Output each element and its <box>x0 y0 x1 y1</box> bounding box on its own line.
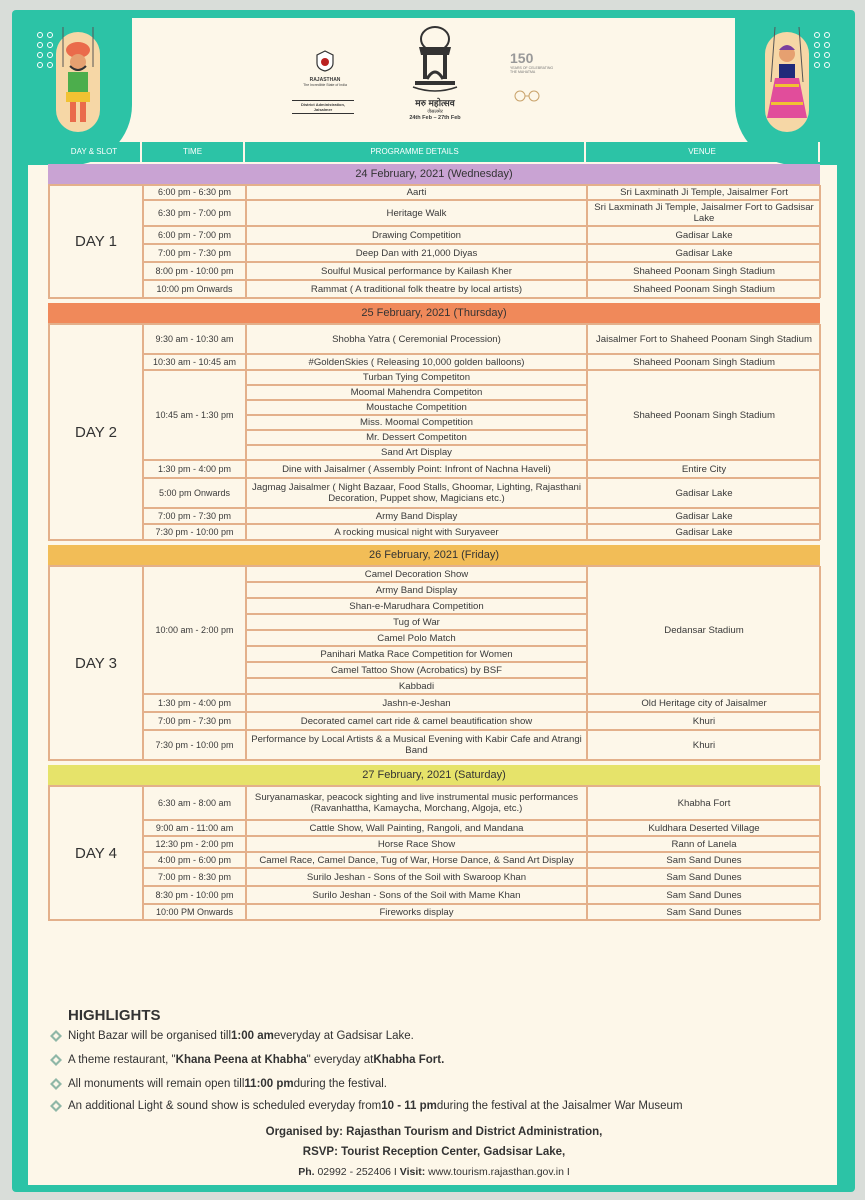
time-cell: 8:30 pm - 10:00 pm <box>143 886 246 904</box>
venue-cell: Shaheed Poonam Singh Stadium <box>587 262 821 280</box>
programme-cell: Army Band Display <box>246 582 587 598</box>
programme-cell: Camel Tattoo Show (Acrobatics) by BSF <box>246 662 587 678</box>
time-cell: 7:00 pm - 8:30 pm <box>143 868 246 886</box>
highlight-item <box>50 1054 444 1066</box>
visit-value: www.tourism.rajasthan.gov.in I <box>425 1166 570 1178</box>
venue-cell: Khuri <box>587 730 821 760</box>
festival-dates: 24th Feb – 27th Feb <box>409 115 461 121</box>
fort-emblem-icon <box>405 25 465 95</box>
programme-cell: #GoldenSkies ( Releasing 10,000 golden balloons) <box>246 354 587 370</box>
programme-cell: Drawing Competition <box>246 226 587 244</box>
programme-cell: Army Band Display <box>246 508 587 524</box>
programme-cell: Camel Decoration Show <box>246 566 587 582</box>
time-cell: 7:00 pm - 7:30 pm <box>143 508 246 524</box>
venue-cell: Gadisar Lake <box>587 524 821 540</box>
phone-label: Ph. <box>298 1166 315 1178</box>
day-label: DAY 3 <box>49 566 143 760</box>
programme-cell: Tug of War <box>246 614 587 630</box>
days-container <box>48 164 820 921</box>
gandhi-150-logo <box>510 50 565 113</box>
day-grid <box>48 565 820 761</box>
date-bar: 24 February, 2021 (Wednesday) <box>48 164 820 184</box>
female-puppet-icon <box>757 22 817 132</box>
diamond-bullet-icon <box>50 1078 62 1090</box>
col-header-programme: PROGRAMME DETAILS <box>245 142 586 162</box>
day-section <box>48 765 820 921</box>
time-cell: 10:00 am - 2:00 pm <box>143 566 246 694</box>
col-header-venue: VENUE <box>586 142 820 162</box>
day-label: DAY 2 <box>49 324 143 540</box>
day-section <box>48 164 820 299</box>
day-label: DAY 4 <box>49 786 143 920</box>
programme-cell: Kabbadi <box>246 678 587 694</box>
diamond-bullet-icon <box>50 1030 62 1042</box>
time-cell: 6:30 am - 8:00 am <box>143 786 246 820</box>
rajasthan-emblem-icon <box>315 50 335 72</box>
time-cell: 1:30 pm - 4:00 pm <box>143 694 246 712</box>
time-cell: 4:00 pm - 6:00 pm <box>143 852 246 868</box>
footer-rsvp: RSVP: Tourist Reception Center, Gadsisar Lake, <box>302 1146 566 1158</box>
programme-cell: Panihari Matka Race Competition for Women <box>246 646 587 662</box>
programme-cell: Jagmag Jaisalmer ( Night Bazaar, Food Stalls, Ghoomar, Lighting, Rajasthani Decoration, Puppet show, Magicians etc.) <box>246 478 587 508</box>
programme-cell: Moomal Mahendra Competiton <box>246 385 587 400</box>
district-admin-label: District Administration, Jaisalmer <box>292 100 354 114</box>
badge-150: 150 <box>510 50 534 66</box>
venue-cell: Kuldhara Deserted Village <box>587 820 821 836</box>
time-cell: 10:00 pm Onwards <box>143 280 246 298</box>
date-bar: 26 February, 2021 (Friday) <box>48 545 820 565</box>
programme-cell: Performance by Local Artists & a Musical Evening with Kabir Cafe and Atrangi Band <box>246 730 587 760</box>
venue-cell: Sam Sand Dunes <box>587 868 821 886</box>
highlight-text-bold: 10 - 11 pm <box>381 1100 437 1112</box>
venue-cell: Khabha Fort <box>587 786 821 820</box>
programme-cell: Turban Tying Competiton <box>246 370 587 385</box>
time-cell: 8:00 pm - 10:00 pm <box>143 262 246 280</box>
festival-name: मरु महोत्सव <box>415 98 455 108</box>
venue-cell: Gadisar Lake <box>587 508 821 524</box>
programme-cell: Shobha Yatra ( Ceremonial Procession) <box>246 324 587 354</box>
programme-cell: Rammat ( A traditional folk theatre by local artists) <box>246 280 587 298</box>
programme-cell: Soulful Musical performance by Kailash Kher <box>246 262 587 280</box>
phone-value: 02992 - 252406 I <box>314 1166 400 1178</box>
time-cell: 9:00 am - 11:00 am <box>143 820 246 836</box>
diamond-bullet-icon <box>50 1100 62 1112</box>
highlight-text-bold: Khana Peena at Khabha <box>175 1054 307 1066</box>
highlight-text-pre: All monuments will remain open till <box>68 1078 245 1090</box>
highlight-item <box>50 1030 414 1042</box>
badge-150-text: YEARS OF CELEBRATING THE MAHATMA <box>510 66 554 74</box>
highlight-item <box>50 1078 387 1090</box>
programme-cell: Camel Polo Match <box>246 630 587 646</box>
highlight-text-mid: " everyday at <box>306 1054 374 1066</box>
programme-cell: Jashn-e-Jeshan <box>246 694 587 712</box>
day-label: DAY 1 <box>49 185 143 298</box>
highlight-text-bold: 11:00 pm <box>244 1078 294 1090</box>
venue-cell: Dedansar Stadium <box>587 566 821 694</box>
programme-cell: Surilo Jeshan - Sons of the Soil with Swaroop Khan <box>246 868 587 886</box>
date-bar: 25 February, 2021 (Thursday) <box>48 303 820 323</box>
programme-cell: Miss. Moomal Competition <box>246 415 587 430</box>
rajasthan-tagline: The Incredible State of India <box>303 83 347 87</box>
time-cell: 7:00 pm - 7:30 pm <box>143 712 246 730</box>
col-header-time: TIME <box>142 142 245 162</box>
visit-label: Visit: <box>399 1166 426 1178</box>
venue-cell: Rann of Lanela <box>587 836 821 852</box>
programme-cell: Surilo Jeshan - Sons of the Soil with Mame Khan <box>246 886 587 904</box>
venue-cell: Gadisar Lake <box>587 478 821 508</box>
time-cell: 1:30 pm - 4:00 pm <box>143 460 246 478</box>
programme-cell: Heritage Walk <box>246 200 587 226</box>
day-grid <box>48 323 820 541</box>
table-header <box>48 142 820 162</box>
male-puppet-icon <box>48 22 108 132</box>
highlights-title: HIGHLIGHTS <box>68 1007 161 1024</box>
programme-cell: Mr. Dessert Competiton <box>246 430 587 445</box>
time-cell: 6:30 pm - 7:00 pm <box>143 200 246 226</box>
time-cell: 9:30 am - 10:30 am <box>143 324 246 354</box>
venue-cell: Khuri <box>587 712 821 730</box>
programme-cell: Decorated camel cart ride & camel beautification show <box>246 712 587 730</box>
programme-cell: Aarti <box>246 185 587 200</box>
venue-cell: Sam Sand Dunes <box>587 852 821 868</box>
venue-cell: Jaisalmer Fort to Shaheed Poonam Singh Stadium <box>587 324 821 354</box>
time-cell: 10:30 am - 10:45 am <box>143 354 246 370</box>
time-cell: 12:30 pm - 2:00 pm <box>143 836 246 852</box>
glasses-logo-icon <box>510 88 550 108</box>
date-bar: 27 February, 2021 (Saturday) <box>48 765 820 785</box>
programme-cell: Cattle Show, Wall Painting, Rangoli, and Mandana <box>246 820 587 836</box>
highlight-text-mid: during the festival. <box>293 1078 387 1090</box>
highlight-text-pre: A theme restaurant, " <box>68 1054 176 1066</box>
venue-cell: Sri Laxminath Ji Temple, Jaisalmer Fort to Gadsisar Lake <box>587 200 821 226</box>
venue-cell: Sri Laxminath Ji Temple, Jaisalmer Fort <box>587 185 821 200</box>
programme-cell: Dine with Jaisalmer ( Assembly Point: Infront of Nachna Haveli) <box>246 460 587 478</box>
footer-organised: Organised by: Rajasthan Tourism and District Administration, <box>265 1126 603 1138</box>
festival-place: जैसलमेर <box>427 109 443 115</box>
programme-cell: Fireworks display <box>246 904 587 920</box>
venue-cell: Shaheed Poonam Singh Stadium <box>587 280 821 298</box>
time-cell: 6:00 pm - 7:00 pm <box>143 226 246 244</box>
time-cell: 6:00 pm - 6:30 pm <box>143 185 246 200</box>
day-grid <box>48 785 820 921</box>
programme-cell: Suryanamaskar, peacock sighting and live instrumental music performances (Ravanhattha, Kamaycha, Morchang, Algoja, etc.) <box>246 786 587 820</box>
programme-table <box>48 142 820 921</box>
venue-cell: Gadisar Lake <box>587 226 821 244</box>
programme-cell: Sand Art Display <box>246 445 587 460</box>
time-cell: 7:30 pm - 10:00 pm <box>143 524 246 540</box>
venue-cell: Sam Sand Dunes <box>587 904 821 920</box>
venue-cell: Sam Sand Dunes <box>587 886 821 904</box>
venue-cell: Old Heritage city of Jaisalmer <box>587 694 821 712</box>
highlight-text-pre: Night Bazar will be organised till <box>68 1030 231 1042</box>
day-section <box>48 303 820 541</box>
rajasthan-logo-text: RAJASTHAN <box>309 77 341 83</box>
time-cell: 7:30 pm - 10:00 pm <box>143 730 246 760</box>
highlight-text-mid: everyday at Gadsisar Lake. <box>273 1030 414 1042</box>
rajasthan-logo <box>300 50 350 87</box>
time-cell: 5:00 pm Onwards <box>143 478 246 508</box>
programme-cell: Shan-e-Marudhara Competition <box>246 598 587 614</box>
col-header-day: DAY & SLOT <box>48 142 142 162</box>
day-section <box>48 545 820 761</box>
time-cell: 7:00 pm - 7:30 pm <box>143 244 246 262</box>
venue-cell: Shaheed Poonam Singh Stadium <box>587 354 821 370</box>
programme-cell: Moustache Competition <box>246 400 587 415</box>
venue-cell: Shaheed Poonam Singh Stadium <box>587 370 821 460</box>
programme-cell: Camel Race, Camel Dance, Tug of War, Horse Dance, & Sand Art Display <box>246 852 587 868</box>
day-grid <box>48 184 820 299</box>
venue-cell: Entire City <box>587 460 821 478</box>
diamond-bullet-icon <box>50 1054 62 1066</box>
highlight-text-bold2: Khabha Fort. <box>373 1054 445 1066</box>
time-cell: 10:00 PM Onwards <box>143 904 246 920</box>
highlight-text-bold: 1:00 am <box>231 1030 274 1042</box>
highlight-text-pre: An additional Light & sound show is scheduled everyday from <box>68 1100 382 1112</box>
time-cell: 10:45 am - 1:30 pm <box>143 370 246 460</box>
programme-cell: Horse Race Show <box>246 836 587 852</box>
highlight-text-mid: during the festival at the Jaisalmer War Museum <box>436 1100 683 1112</box>
maru-mahotsav-logo <box>400 25 470 121</box>
venue-cell: Gadisar Lake <box>587 244 821 262</box>
footer-contact <box>48 1166 820 1178</box>
programme-cell: A rocking musical night with Suryaveer <box>246 524 587 540</box>
highlight-item <box>50 1100 683 1112</box>
programme-cell: Deep Dan with 21,000 Diyas <box>246 244 587 262</box>
